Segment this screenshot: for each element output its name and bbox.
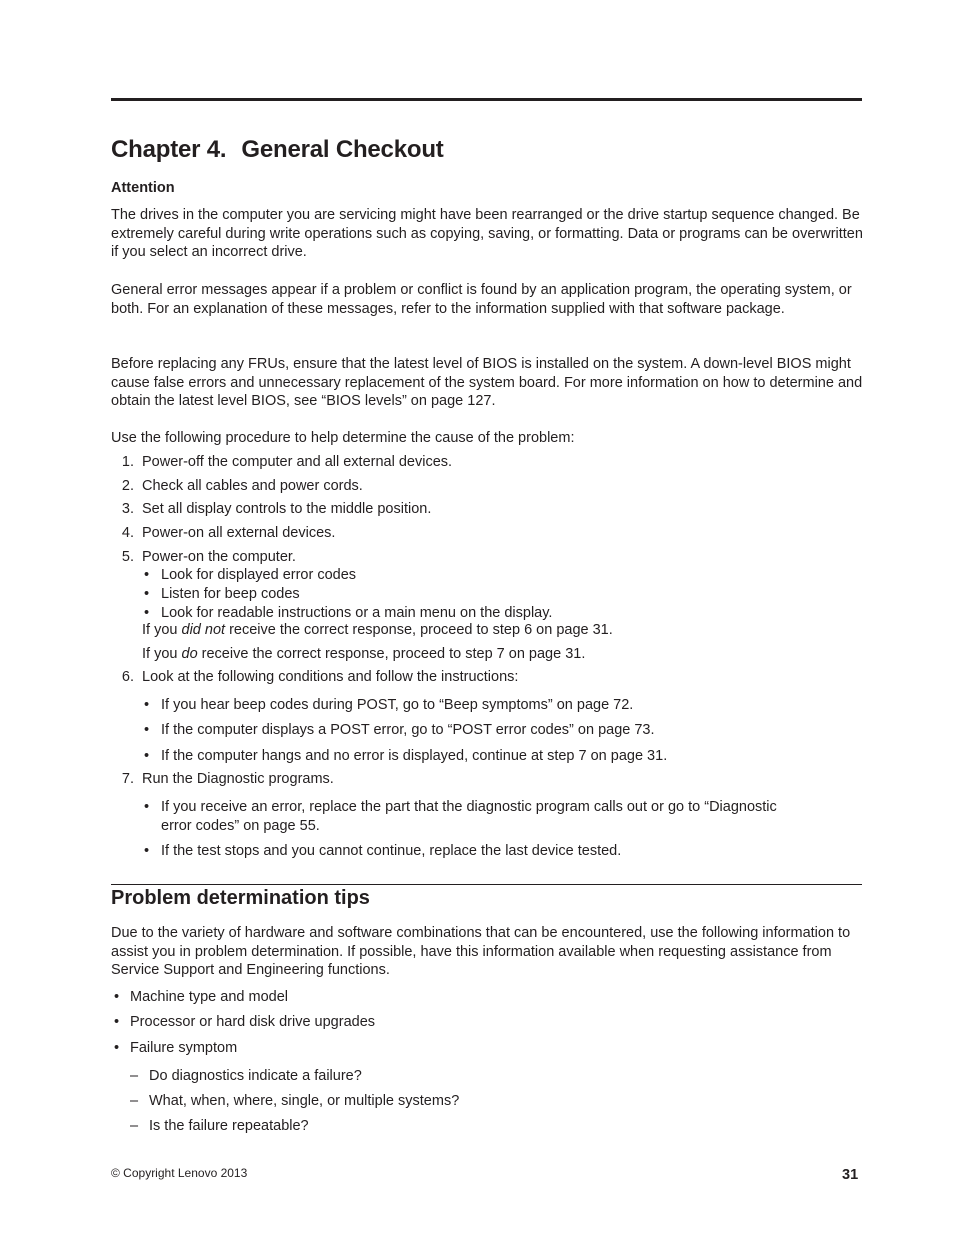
footer-copyright: © Copyright Lenovo 2013 — [111, 1166, 248, 1180]
symptom-dash-item: What, when, where, single, or multiple systems? — [149, 1093, 460, 1109]
step-text: Run the Diagnostic programs. — [142, 771, 334, 787]
step7-bullet: If you receive an error, replace the part that the diagnostic program calls out or go to “Diagnostic — [161, 799, 777, 815]
step5-bullet: Look for displayed error codes — [161, 567, 357, 583]
symptom-dash-item: Is the failure repeatable? — [149, 1118, 309, 1134]
bullet-marker: • — [144, 567, 150, 583]
step-text: Power-on the computer. — [142, 549, 296, 565]
bullet-marker: • — [144, 799, 150, 815]
step-number: 1. — [121, 454, 134, 470]
chapter-name: General Checkout — [241, 136, 444, 163]
footer-page-number: 31 — [842, 1167, 859, 1183]
section-rule — [111, 884, 862, 885]
step-text: Set all display controls to the middle position. — [142, 501, 432, 517]
step-text: Look at the following conditions and follow the instructions: — [142, 669, 519, 685]
step-text: Check all cables and power cords. — [142, 478, 363, 494]
bullet-marker: • — [144, 722, 150, 738]
bullet-marker: • — [144, 605, 150, 621]
step5-if-not-note: If you did not receive the correct response, proceed to step 6 on page 31. — [142, 622, 613, 638]
dash-marker: – — [130, 1118, 139, 1134]
step-number: 4. — [121, 525, 134, 541]
dash-marker: – — [130, 1093, 139, 1109]
step-number: 6. — [121, 669, 134, 685]
tip-bullet: Processor or hard disk drive upgrades — [130, 1014, 376, 1030]
chapter-title — [111, 136, 444, 164]
symptom-dash-item: Do diagnostics indicate a failure? — [149, 1068, 362, 1084]
section-intro: Due to the variety of hardware and software combinations that can be encountered, use the following information to assist you in problem determination. If possible, have this information available when requesting assistance from Service Support and Engineering functions. — [111, 925, 851, 978]
step6-bullet: If the computer displays a POST error, go to “POST error codes” on page 73. — [161, 722, 655, 738]
step-number: 7. — [121, 771, 134, 787]
step5-bullet: Listen for beep codes — [161, 586, 300, 602]
bullet-marker: • — [144, 748, 150, 764]
chapter-number: Chapter 4. — [111, 136, 227, 163]
procedure-intro: Use the following procedure to help determine the cause of the problem: — [111, 430, 575, 446]
step-number: 3. — [121, 501, 134, 517]
dash-marker: – — [130, 1068, 139, 1084]
step-number: 2. — [121, 478, 134, 494]
step6-bullet: If the computer hangs and no error is displayed, continue at step 7 on page 31. — [161, 748, 668, 764]
step7-bullet: If the test stops and you cannot continue, replace the last device tested. — [161, 843, 622, 859]
step7-bullet-continued: error codes” on page 55. — [161, 818, 320, 834]
tip-bullet: Failure symptom — [130, 1040, 238, 1056]
tip-bullet: Machine type and model — [130, 989, 288, 1005]
step-text: Power-off the computer and all external devices. — [142, 454, 453, 470]
step-text: Power-on all external devices. — [142, 525, 336, 541]
attention-paragraph: The drives in the computer you are servicing might have been rearranged or the drive startup sequence changed. Be extremely careful during write operations such as copying, saving, or formatting. Data or programs can be overwritten if you select an incorrect drive. — [111, 207, 863, 260]
bullet-marker: • — [144, 586, 150, 602]
bullet-marker: • — [144, 843, 150, 859]
step6-bullet: If you hear beep codes during POST, go to “Beep symptoms” on page 72. — [161, 697, 634, 713]
step-number: 5. — [121, 549, 134, 565]
step5-if-do-note: If you do receive the correct response, proceed to step 7 on page 31. — [142, 646, 586, 662]
bullet-marker: • — [144, 697, 150, 713]
bullet-marker: • — [114, 989, 120, 1005]
attention-label: Attention — [111, 180, 175, 196]
bios-paragraph: Before replacing any FRUs, ensure that the latest level of BIOS is installed on the system. A down-level BIOS might cause false errors and unnecessary replacement of the system board. For more information on how to determine and obtain the latest level BIOS, see “BIOS levels” on page 127. — [111, 356, 863, 409]
bullet-marker: • — [114, 1040, 120, 1056]
bullet-marker: • — [114, 1014, 120, 1030]
step5-bullet: Look for readable instructions or a main menu on the display. — [161, 605, 553, 621]
section-title: Problem determination tips — [111, 887, 370, 909]
chapter-rule — [111, 98, 862, 101]
error-messages-paragraph: General error messages appear if a problem or conflict is found by an application program, the operating system, or both. For an explanation of these messages, refer to the information supplied with that software package. — [111, 282, 852, 317]
